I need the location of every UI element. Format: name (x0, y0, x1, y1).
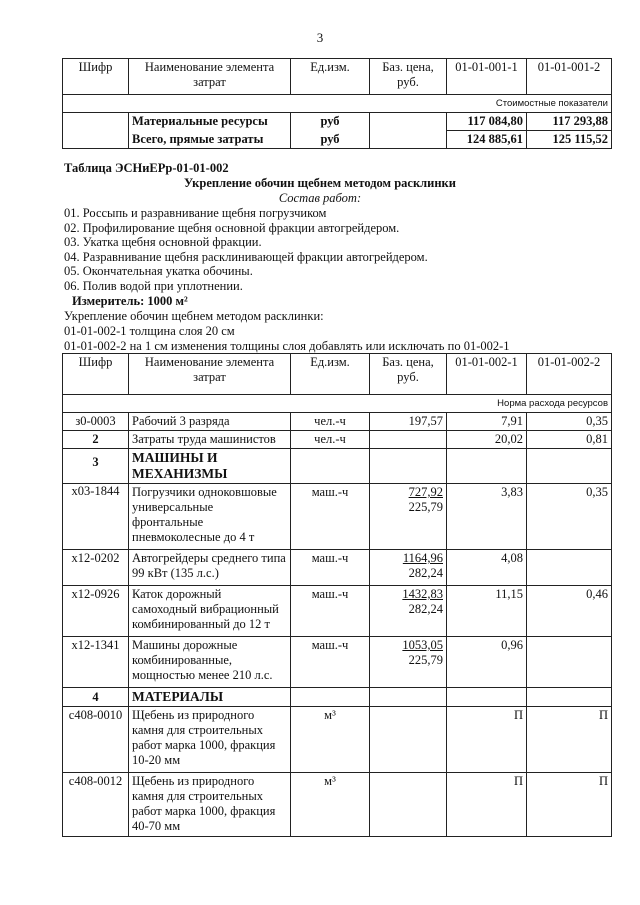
header-name: Наименование элемента затрат (129, 59, 291, 95)
row-value2: 0,35 (527, 484, 612, 550)
row-price (370, 431, 447, 449)
price-main: 727,92 (408, 485, 443, 499)
row-name: Автогрейдеры среднего типа 99 кВт (135 л.с.) (129, 550, 291, 586)
description-line: 01-01-002-2 на 1 см изменения толщины слоя добавлять или исключать по 01-002-1 (64, 339, 510, 353)
row-code: 4 (63, 688, 129, 707)
row-name: Каток дорожный самоходный вибрационный комбинированный до 12 т (129, 586, 291, 637)
description-line: 01-01-002-1 толщина слоя 20 см (64, 324, 235, 338)
section-row (63, 449, 612, 484)
row-unit: маш.-ч (291, 637, 370, 688)
row-code: х12-0202 (63, 550, 129, 586)
row-value1: 20,02 (447, 431, 527, 449)
row-price: 197,57 (370, 413, 447, 431)
header-code: Шифр (63, 59, 129, 95)
meter: Измеритель: 1000 м² (72, 294, 188, 308)
section-title: Укрепление обочин щебнем методом расклинки (184, 176, 456, 190)
row-name: Всего, прямые затраты (129, 131, 291, 149)
row-price (370, 773, 447, 837)
row-price (370, 707, 447, 773)
row-name: Щебень из природного камня для строительных работ марка 1000, фракция 40-70 мм (129, 773, 291, 837)
work-step: 03. Укатка щебня основной фракции. (64, 235, 262, 250)
row-value1: 3,83 (447, 484, 527, 550)
table-row (63, 707, 612, 773)
header-col2: 01-01-002-2 (527, 354, 612, 395)
work-step: 04. Разравнивание щебня расклинивающей фракции автогрейдером. (64, 249, 428, 264)
row-name: Затраты труда машинистов (129, 431, 291, 449)
section-name: МАШИНЫ И МЕХАНИЗМЫ (129, 449, 291, 484)
row-price (370, 484, 447, 550)
section-subtitle: Состав работ: (278, 191, 362, 205)
row-name: Щебень из природного камня для строительных работ марка 1000, фракция 10-20 мм (129, 707, 291, 773)
price-secondary: 282,24 (408, 566, 443, 580)
table-row (63, 773, 612, 837)
row-price (370, 637, 447, 688)
description-line: Укрепление обочин щебнем методом расклинки: (64, 309, 324, 323)
row-value1: П (447, 707, 527, 773)
row-unit: м³ (291, 773, 370, 837)
row-unit: руб (291, 113, 370, 131)
row-unit: маш.-ч (291, 484, 370, 550)
header-code: Шифр (63, 354, 129, 395)
row-value2: 125 115,52 (527, 131, 612, 149)
row-name: Машины дорожные комбинированные, мощностью менее 210 л.с. (129, 637, 291, 688)
table-row (63, 413, 612, 431)
row-code: 3 (63, 449, 129, 484)
table-row (63, 113, 612, 131)
header-col2: 01-01-001-2 (527, 59, 612, 95)
table-row (63, 131, 612, 149)
row-value1: 0,96 (447, 637, 527, 688)
row-value1: 4,08 (447, 550, 527, 586)
header-unit: Ед.изм. (291, 354, 370, 395)
row-value2 (527, 550, 612, 586)
row-value1: 7,91 (447, 413, 527, 431)
section-name: МАТЕРИАЛЫ (129, 688, 291, 707)
header-col1: 01-01-002-1 (447, 354, 527, 395)
row-unit: чел.-ч (291, 431, 370, 449)
price-main: 1432,83 (402, 587, 443, 601)
work-step: 02. Профилирование щебня основной фракции автогрейдером. (64, 220, 400, 235)
row-unit: маш.-ч (291, 550, 370, 586)
resource-table (62, 353, 612, 837)
row-value1: П (447, 773, 527, 837)
row-value2: 117 293,88 (527, 113, 612, 131)
row-price (370, 586, 447, 637)
price-secondary: 225,79 (408, 653, 443, 667)
row-value1: 124 885,61 (447, 131, 527, 149)
table-row (63, 550, 612, 586)
row-price (370, 550, 447, 586)
row-code: с408-0012 (63, 773, 129, 837)
header-col1: 01-01-001-1 (447, 59, 527, 95)
subheader: Стоимостные показатели (63, 95, 612, 113)
row-code: з0-0003 (63, 413, 129, 431)
row-value2: 0,81 (527, 431, 612, 449)
row-value2: 0,46 (527, 586, 612, 637)
section-row (63, 688, 612, 707)
row-code: 2 (63, 431, 129, 449)
page-number: 3 (316, 30, 324, 45)
table-row (63, 431, 612, 449)
header-price: Баз. цена, руб. (370, 354, 447, 395)
work-step: 06. Полив водой при уплотнении. (64, 279, 243, 293)
header-price: Баз. цена, руб. (370, 59, 447, 95)
row-name: Рабочий 3 разряда (129, 413, 291, 431)
row-name: Погрузчики одноковшовые универсальные фронтальные пневмоколесные до 4 т (129, 484, 291, 550)
row-name: Материальные ресурсы (129, 113, 291, 131)
work-step: 01. Россыпь и разравнивание щебня погрузчиком (64, 206, 327, 220)
price-main: 1053,05 (402, 638, 443, 652)
row-unit: м³ (291, 707, 370, 773)
row-code: с408-0010 (63, 707, 129, 773)
table-row (63, 637, 612, 688)
row-code: х03-1844 (63, 484, 129, 550)
price-secondary: 282,24 (408, 602, 443, 616)
header-unit: Ед.изм. (291, 59, 370, 95)
row-value2 (527, 637, 612, 688)
header-name: Наименование элемента затрат (129, 354, 291, 395)
subheader: Норма расхода ресурсов (63, 395, 612, 413)
row-unit: руб (291, 131, 370, 149)
price-secondary: 225,79 (408, 500, 443, 514)
row-value2: 0,35 (527, 413, 612, 431)
row-value1: 11,15 (447, 586, 527, 637)
price-main: 1164,96 (402, 551, 443, 565)
work-step: 05. Окончательная укатка обочины. (64, 264, 253, 279)
row-unit: чел.-ч (291, 413, 370, 431)
row-value2: П (527, 707, 612, 773)
row-unit: маш.-ч (291, 586, 370, 637)
row-value1: 117 084,80 (447, 113, 527, 131)
table-title: Таблица ЭСНиЕРр-01-01-002 (64, 161, 229, 175)
table-row (63, 586, 612, 637)
cost-table (62, 58, 612, 149)
row-code: х12-1341 (63, 637, 129, 688)
table-row (63, 484, 612, 550)
row-value2: П (527, 773, 612, 837)
row-code: х12-0926 (63, 586, 129, 637)
